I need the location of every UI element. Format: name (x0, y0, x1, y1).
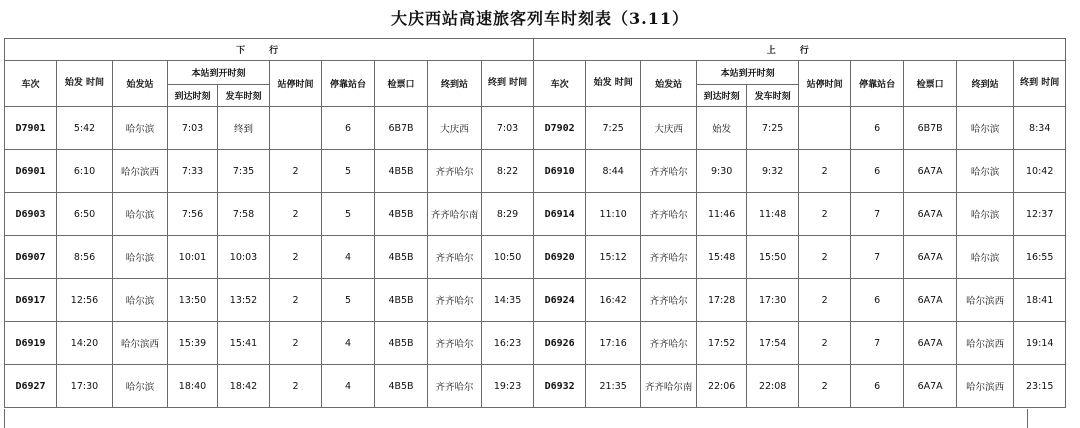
up-origin-time: 8:44 (586, 150, 641, 193)
header-terminal-time: 终到 时间 (482, 61, 534, 107)
up-terminal: 哈尔滨西 (957, 365, 1014, 408)
header-terminal-time: 终到 时间 (1014, 61, 1066, 107)
down-origin-station: 哈尔滨 (113, 107, 168, 150)
up-gate: 6A7A (904, 150, 957, 193)
header-origin-station: 始发站 (641, 61, 697, 107)
up-depart-time: 15:50 (747, 236, 799, 279)
header-gate: 检票口 (904, 61, 957, 107)
up-origin-station: 大庆西 (641, 107, 697, 150)
down-train-no: D6903 (5, 193, 57, 236)
up-terminal: 哈尔滨 (957, 150, 1014, 193)
up-origin-time: 15:12 (586, 236, 641, 279)
up-origin-time: 17:16 (586, 322, 641, 365)
timetable (4, 38, 1066, 408)
up-gate: 6A7A (904, 365, 957, 408)
up-platform: 6 (851, 365, 904, 408)
header-arrive-time: 到达时刻 (168, 85, 218, 107)
header-stop-duration: 站停时间 (270, 61, 322, 107)
up-depart-time: 7:25 (747, 107, 799, 150)
up-origin-time: 7:25 (586, 107, 641, 150)
up-origin-station: 齐齐哈尔 (641, 150, 697, 193)
up-terminal-time: 8:34 (1014, 107, 1066, 150)
down-arrive-time: 18:40 (168, 365, 218, 408)
up-train-no: D6920 (534, 236, 586, 279)
down-terminal-time: 16:23 (482, 322, 534, 365)
up-origin-station: 齐齐哈尔 (641, 236, 697, 279)
up-stop-duration (799, 107, 851, 150)
down-stop-duration: 2 (270, 279, 322, 322)
table-row (5, 107, 1066, 150)
up-gate: 6A7A (904, 193, 957, 236)
up-arrive-time: 11:46 (697, 193, 747, 236)
up-stop-duration: 2 (799, 365, 851, 408)
up-platform: 6 (851, 107, 904, 150)
down-arrive-time: 13:50 (168, 279, 218, 322)
up-terminal: 哈尔滨西 (957, 322, 1014, 365)
up-terminal-time: 23:15 (1014, 365, 1066, 408)
up-train-no: D6926 (534, 322, 586, 365)
down-terminal: 齐齐哈尔 (428, 322, 482, 365)
down-origin-time: 12:56 (57, 279, 113, 322)
header-this-station-times: 本站到开时刻 (697, 61, 799, 85)
up-depart-time: 9:32 (747, 150, 799, 193)
down-stop-duration: 2 (270, 150, 322, 193)
up-terminal: 哈尔滨 (957, 236, 1014, 279)
down-origin-station: 哈尔滨 (113, 193, 168, 236)
down-origin-station: 哈尔滨西 (113, 322, 168, 365)
down-terminal: 齐齐哈尔 (428, 236, 482, 279)
header-depart-time: 发车时刻 (218, 85, 270, 107)
up-depart-time: 11:48 (747, 193, 799, 236)
table-row (5, 322, 1066, 365)
up-gate: 6A7A (904, 236, 957, 279)
direction-down: 下行 (5, 39, 534, 61)
table-row (5, 365, 1066, 408)
table-footer (4, 409, 1028, 428)
up-platform: 6 (851, 279, 904, 322)
up-terminal-time: 12:37 (1014, 193, 1066, 236)
up-stop-duration: 2 (799, 150, 851, 193)
up-depart-time: 17:54 (747, 322, 799, 365)
down-gate: 6B7B (375, 107, 428, 150)
up-gate: 6B7B (904, 107, 957, 150)
up-stop-duration: 2 (799, 279, 851, 322)
down-terminal: 齐齐哈尔 (428, 279, 482, 322)
down-origin-station: 哈尔滨 (113, 279, 168, 322)
up-terminal: 哈尔滨 (957, 193, 1014, 236)
up-terminal-time: 16:55 (1014, 236, 1066, 279)
up-terminal: 哈尔滨 (957, 107, 1014, 150)
up-arrive-time: 15:48 (697, 236, 747, 279)
down-stop-duration: 2 (270, 322, 322, 365)
header-train-no: 车次 (534, 61, 586, 107)
down-train-no: D6927 (5, 365, 57, 408)
up-arrive-time: 9:30 (697, 150, 747, 193)
down-terminal-time: 14:35 (482, 279, 534, 322)
down-gate: 4B5B (375, 365, 428, 408)
down-origin-time: 17:30 (57, 365, 113, 408)
down-train-no: D6919 (5, 322, 57, 365)
up-train-no: D6932 (534, 365, 586, 408)
down-depart-time: 15:41 (218, 322, 270, 365)
up-train-no: D6924 (534, 279, 586, 322)
down-depart-time: 18:42 (218, 365, 270, 408)
down-platform: 4 (322, 236, 375, 279)
up-origin-station: 齐齐哈尔 (641, 279, 697, 322)
up-platform: 7 (851, 193, 904, 236)
down-terminal-time: 7:03 (482, 107, 534, 150)
header-origin-station: 始发站 (113, 61, 168, 107)
down-origin-time: 6:10 (57, 150, 113, 193)
up-depart-time: 17:30 (747, 279, 799, 322)
down-origin-time: 8:56 (57, 236, 113, 279)
down-terminal-time: 19:23 (482, 365, 534, 408)
down-platform: 6 (322, 107, 375, 150)
header-gate: 检票口 (375, 61, 428, 107)
up-arrive-time: 始发 (697, 107, 747, 150)
up-gate: 6A7A (904, 322, 957, 365)
up-train-no: D7902 (534, 107, 586, 150)
table-row (5, 150, 1066, 193)
down-gate: 4B5B (375, 279, 428, 322)
down-origin-station: 哈尔滨西 (113, 150, 168, 193)
down-train-no: D7901 (5, 107, 57, 150)
table-row (5, 236, 1066, 279)
down-origin-time: 5:42 (57, 107, 113, 150)
up-origin-station: 齐齐哈尔 (641, 193, 697, 236)
up-arrive-time: 22:06 (697, 365, 747, 408)
up-terminal-time: 19:14 (1014, 322, 1066, 365)
up-terminal: 哈尔滨西 (957, 279, 1014, 322)
table-row (5, 279, 1066, 322)
down-platform: 5 (322, 279, 375, 322)
down-gate: 4B5B (375, 193, 428, 236)
down-depart-time: 7:58 (218, 193, 270, 236)
table-row (5, 193, 1066, 236)
header-platform: 停靠站台 (851, 61, 904, 107)
up-origin-time: 11:10 (586, 193, 641, 236)
down-platform: 4 (322, 322, 375, 365)
up-origin-time: 16:42 (586, 279, 641, 322)
up-arrive-time: 17:52 (697, 322, 747, 365)
up-arrive-time: 17:28 (697, 279, 747, 322)
down-terminal-time: 8:22 (482, 150, 534, 193)
down-arrive-time: 15:39 (168, 322, 218, 365)
up-stop-duration: 2 (799, 193, 851, 236)
down-depart-time: 7:35 (218, 150, 270, 193)
down-gate: 4B5B (375, 236, 428, 279)
down-gate: 4B5B (375, 150, 428, 193)
header-arrive-time: 到达时刻 (697, 85, 747, 107)
down-train-no: D6901 (5, 150, 57, 193)
down-train-no: D6907 (5, 236, 57, 279)
up-platform: 7 (851, 322, 904, 365)
down-stop-duration: 2 (270, 236, 322, 279)
down-stop-duration: 2 (270, 193, 322, 236)
down-depart-time: 13:52 (218, 279, 270, 322)
down-platform: 5 (322, 193, 375, 236)
down-origin-station: 哈尔滨 (113, 236, 168, 279)
header-platform: 停靠站台 (322, 61, 375, 107)
up-stop-duration: 2 (799, 322, 851, 365)
down-origin-time: 14:20 (57, 322, 113, 365)
header-terminal: 终到站 (428, 61, 482, 107)
down-terminal-time: 8:29 (482, 193, 534, 236)
down-depart-time: 10:03 (218, 236, 270, 279)
up-gate: 6A7A (904, 279, 957, 322)
down-terminal: 大庆西 (428, 107, 482, 150)
down-terminal-time: 10:50 (482, 236, 534, 279)
up-origin-time: 21:35 (586, 365, 641, 408)
header-origin-time: 始发 时间 (586, 61, 641, 107)
down-platform: 5 (322, 150, 375, 193)
down-stop-duration (270, 107, 322, 150)
up-train-no: D6914 (534, 193, 586, 236)
up-platform: 6 (851, 150, 904, 193)
up-depart-time: 22:08 (747, 365, 799, 408)
up-train-no: D6910 (534, 150, 586, 193)
page-title: 大庆西站高速旅客列车时刻表（3.11） (391, 9, 689, 28)
up-terminal-time: 18:41 (1014, 279, 1066, 322)
down-terminal: 齐齐哈尔南 (428, 193, 482, 236)
down-depart-time: 终到 (218, 107, 270, 150)
header-train-no: 车次 (5, 61, 57, 107)
direction-up: 上行 (534, 39, 1066, 61)
down-terminal: 齐齐哈尔 (428, 150, 482, 193)
down-stop-duration: 2 (270, 365, 322, 408)
header-this-station-times: 本站到开时刻 (168, 61, 270, 85)
up-origin-station: 齐齐哈尔 (641, 322, 697, 365)
header-terminal: 终到站 (957, 61, 1014, 107)
down-arrive-time: 10:01 (168, 236, 218, 279)
up-origin-station: 齐齐哈尔南 (641, 365, 697, 408)
down-platform: 4 (322, 365, 375, 408)
down-arrive-time: 7:56 (168, 193, 218, 236)
header-stop-duration: 站停时间 (799, 61, 851, 107)
up-terminal-time: 10:42 (1014, 150, 1066, 193)
timetable-body (5, 107, 1066, 408)
down-origin-time: 6:50 (57, 193, 113, 236)
header-origin-time: 始发 时间 (57, 61, 113, 107)
down-gate: 4B5B (375, 322, 428, 365)
down-origin-station: 哈尔滨 (113, 365, 168, 408)
up-platform: 7 (851, 236, 904, 279)
header-depart-time: 发车时刻 (747, 85, 799, 107)
down-arrive-time: 7:03 (168, 107, 218, 150)
up-stop-duration: 2 (799, 236, 851, 279)
down-train-no: D6917 (5, 279, 57, 322)
down-terminal: 齐齐哈尔 (428, 365, 482, 408)
down-arrive-time: 7:33 (168, 150, 218, 193)
